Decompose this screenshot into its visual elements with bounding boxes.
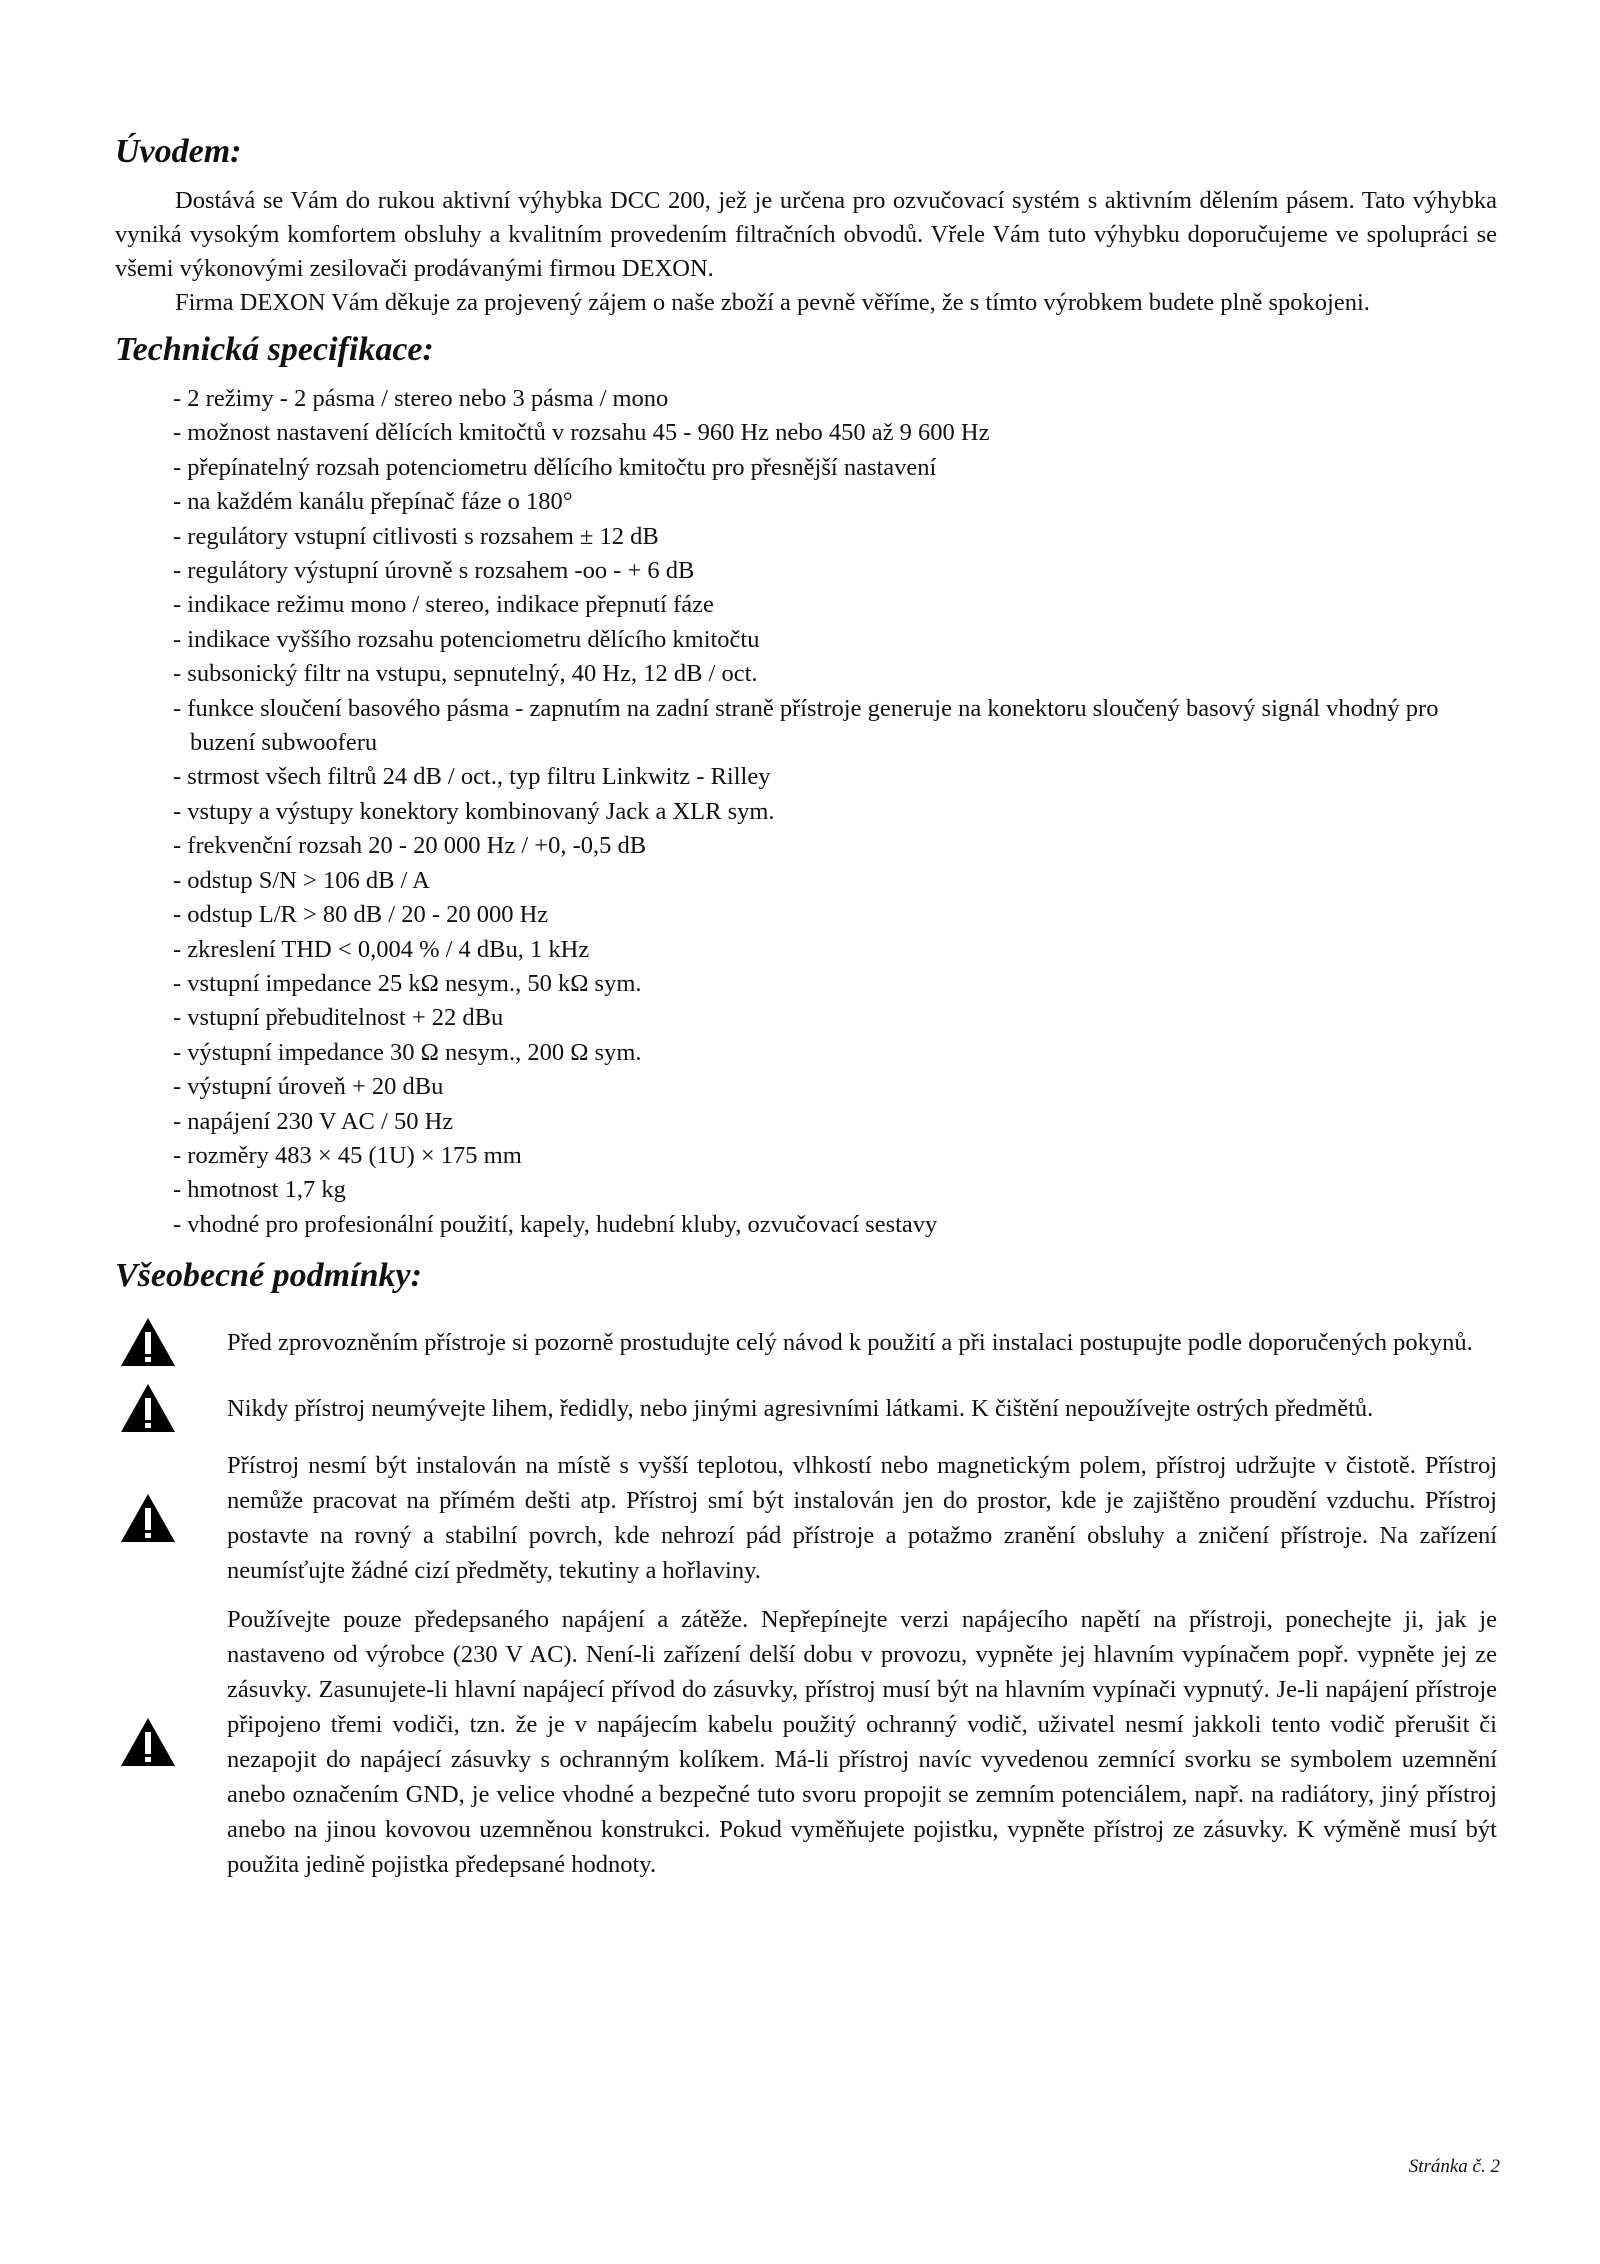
intro-section (115, 132, 1497, 320)
intro-paragraph: Dostává se Vám do rukou aktivní výhybka DCC 200, jež je určena pro ozvučovací systém s aktivním dělením pásem. Tato výhybka vyniká vysokým komfortem obsluhy a kvalitním provedením filtračních obvodů. Vřele Vám tuto výhybku doporučujeme ve spolupráci se všemi výkonovými zesilovači prodávanými firmou DEXON. (115, 187, 1497, 282)
spec-item: - indikace vyššího rozsahu potenciometru dělícího kmitočtu (173, 625, 760, 653)
spec-item: - frekvenční rozsah 20 - 20 000 Hz / +0, -0,5 dB (173, 832, 647, 860)
spec-item: - odstup S/N > 106 dB / A (173, 866, 430, 894)
spec-item: - napájení 230 V AC / 50 Hz (173, 1107, 454, 1135)
warning-block (115, 1448, 1497, 1588)
spec-item: - možnost nastavení dělících kmitočtů v rozsahu 45 - 960 Hz nebo 450 až 9 600 Hz (173, 419, 990, 447)
warning-block (115, 1316, 1497, 1368)
spec-heading: Technická specifikace: (115, 331, 434, 368)
spec-item: - vstupy a výstupy konektory kombinovaný Jack a XLR sym. (173, 797, 775, 825)
warning-block (115, 1382, 1497, 1434)
spec-item: - strmost všech filtrů 24 dB / oct., typ filtru Linkwitz - Rilley (173, 763, 771, 791)
warning-text: Nikdy přístroj neumývejte lihem, ředidly, nebo jinými agresivními látkami. K čištění nepoužívejte ostrých předmětů. (227, 1394, 1374, 1422)
spec-item: - výstupní impedance 30 Ω nesym., 200 Ω sym. (173, 1038, 642, 1066)
intro-heading: Úvodem: (115, 133, 242, 170)
spec-section (115, 330, 1497, 1242)
spec-item: - na každém kanálu přepínač fáze o 180° (173, 488, 573, 516)
spec-item: - zkreslení THD < 0,004 % / 4 dBu, 1 kHz (173, 935, 590, 963)
warning-text: Používejte pouze předepsaného napájení a zátěže. Nepřepínejte verzi napájecího napětí na přístroji, ponechejte ji, jak je nastaveno od výrobce (230 V AC). Není-li zařízení delší dobu v provozu, vypněte jej hlavním vypínačem popř. vypněte jej ze zásuvky. Zasunujete-li hlavní napájecí přívod do zásuvky, přístroj musí být na hlavním vypínači vypnutý. Je-li napájení přístroje připojeno třemi vodiči, tzn. že je v napájecím kabelu použitý ochranný vodič, uživatel nesmí jakkoli tento vodič přerušit či nezapojit do napájecí zásuvky s ochranným kolíkem. Má-li přístroj navíc vyvedenou zemnící svorku se symbolem uzemnění anebo označením GND, je velice vhodné a bezpečné tuto svoru propojit se zemním potenciálem, např. na radiátory, jiný přístroj anebo na jinou kovovou uzemněnou konstrukci. Pokud vyměňujete pojistku, vypněte přístroj ze zásuvky. K výměně musí být použita jedině pojistka předepsané hodnoty. (227, 1606, 1497, 1879)
spec-item: - hmotnost 1,7 kg (173, 1176, 346, 1204)
spec-item: - přepínatelný rozsah potenciometru dělícího kmitočtu pro přesnější nastavení (173, 453, 937, 481)
spec-item: - indikace režimu mono / stereo, indikace přepnutí fáze (173, 591, 714, 619)
warning-icon (115, 1382, 227, 1434)
spec-item: - 2 režimy - 2 pásma / stereo nebo 3 pásma / mono (173, 385, 669, 412)
page-number: Stránka č. 2 (1408, 2156, 1500, 2177)
spec-item: - vstupní impedance 25 kΩ nesym., 50 kΩ sym. (173, 969, 642, 997)
document-page (115, 132, 1497, 1896)
spec-item: - vhodné pro profesionální použití, kapely, hudební kluby, ozvučovací sestavy (173, 1210, 938, 1238)
spec-item: - odstup L/R > 80 dB / 20 - 20 000 Hz (173, 901, 549, 929)
spec-item: - regulátory výstupní úrovně s rozsahem -oo - + 6 dB (173, 557, 695, 585)
warning-icon (115, 1316, 227, 1368)
warning-text: Před zprovozněním přístroje si pozorně prostudujte celý návod k použití a při instalaci postupujte podle doporučených pokynů. (227, 1328, 1473, 1356)
general-section (115, 1256, 1497, 1882)
spec-item: - funkce sloučení basového pásma - zapnutím na zadní straně přístroje generuje na konektoru sloučený basový signál vhodný pro buzení subwooferu (173, 694, 1439, 757)
spec-item: - rozměry 483 × 45 (1U) × 175 mm (173, 1141, 522, 1169)
warning-icon (115, 1716, 227, 1768)
spec-item: - subsonický filtr na vstupu, sepnutelný, 40 Hz, 12 dB / oct. (173, 660, 758, 688)
spec-item: - výstupní úroveň + 20 dBu (173, 1073, 444, 1101)
spec-item: - vstupní přebuditelnost + 22 dBu (173, 1004, 504, 1032)
warning-block (115, 1602, 1497, 1882)
warning-text: Přístroj nesmí být instalován na místě s vyšší teplotou, vlhkostí nebo magnetickým polem, přístroj udržujte v čistotě. Přístroj nemůže pracovat na přímém dešti atp. Přístroj smí být instalován jen do prostor, kde je zajištěno proudění vzduchu. Přístroj postavte na rovný a stabilní povrch, kde nehrozí pád přístroje a potažmo zranění obsluhy a zničení přístroje. Na zařízení neumísťujte žádné cizí předměty, tekutiny a hořlaviny. (227, 1452, 1497, 1585)
warning-icon (115, 1492, 227, 1544)
spec-list (115, 382, 1497, 1242)
spec-item: - regulátory vstupní citlivosti s rozsahem ± 12 dB (173, 522, 659, 550)
general-heading: Všeobecné podmínky: (115, 1257, 422, 1295)
intro-paragraph: Firma DEXON Vám děkuje za projevený zájem o naše zboží a pevně věříme, že s tímto výrobkem budete plně spokojeni. (175, 289, 1370, 316)
